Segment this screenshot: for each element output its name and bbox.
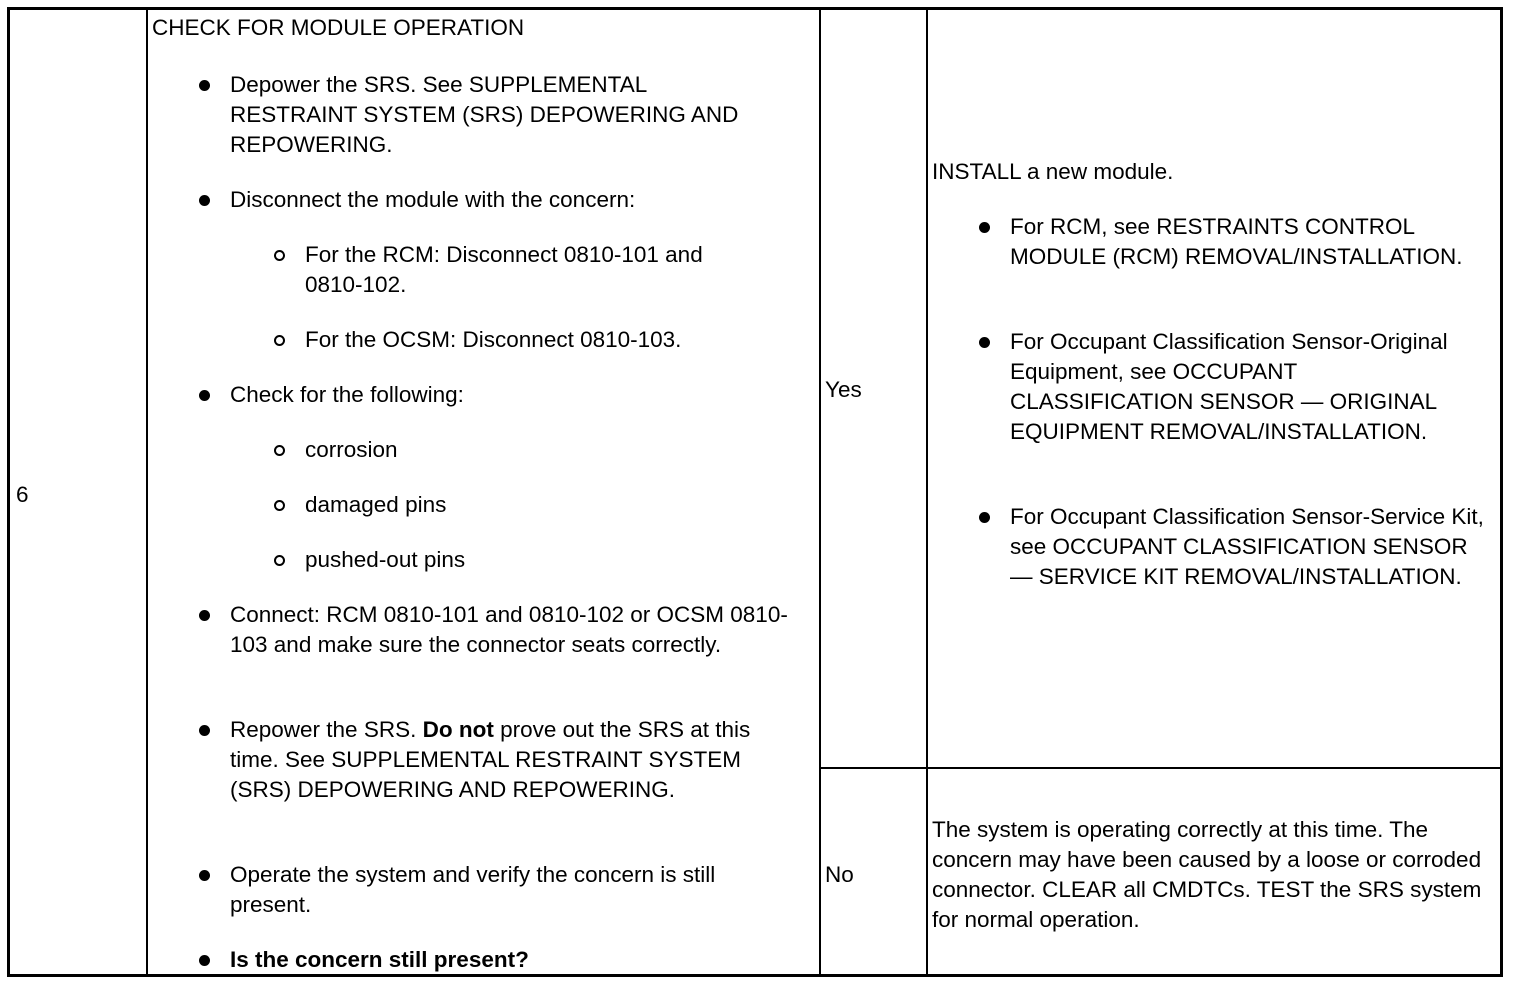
- action-sub-bullet: pushed-out pins: [305, 545, 765, 575]
- yes-bullet: For Occupant Classification Sensor-Original Equipment, see OCCUPANT CLASSIFICATION SENSOR — ORIGINAL EQUIPMENT REMOVAL/INSTALLATION.: [1010, 327, 1485, 447]
- action-bullet: Connect: RCM 0810-101 and 0810-102 or OCSM 0810-103 and make sure the connector seats correctly.: [230, 600, 790, 660]
- yes-intro: INSTALL a new module.: [932, 159, 1174, 184]
- yes-bullet: For Occupant Classification Sensor-Service Kit, see OCCUPANT CLASSIFICATION SENSOR — SERVICE KIT REMOVAL/INSTALLATION.: [1010, 502, 1485, 592]
- step-title: CHECK FOR MODULE OPERATION: [152, 15, 525, 40]
- action-sub-bullet: damaged pins: [305, 490, 765, 520]
- yes-bullet: For RCM, see RESTRAINTS CONTROL MODULE (RCM) REMOVAL/INSTALLATION.: [1010, 212, 1485, 272]
- action-bullet: Repower the SRS. Do not prove out the SRS at this time. See SUPPLEMENTAL RESTRAINT SYSTEM (SRS) DEPOWERING AND REPOWERING.: [230, 715, 770, 805]
- no-text: The system is operating correctly at this time. The concern may have been caused by a loose or corroded connector. CLEAR all CMDTCs. TEST the SRS system for normal operation.: [932, 817, 1482, 932]
- yes-label: Yes: [825, 377, 862, 402]
- action-bullet: Depower the SRS. See SUPPLEMENTAL RESTRAINT SYSTEM (SRS) DEPOWERING AND REPOWERING.: [230, 70, 770, 160]
- action-bullet: Operate the system and verify the concern is still present.: [230, 860, 790, 920]
- column-divider-1: [146, 10, 148, 974]
- no-label: No: [825, 862, 854, 887]
- column-divider-2: [819, 10, 821, 974]
- row-divider: [819, 767, 1500, 769]
- action-sub-bullet: corrosion: [305, 435, 765, 465]
- step-number: 6: [16, 482, 29, 507]
- diagnostic-table: [7, 7, 1503, 977]
- action-bullet: Check for the following:: [230, 380, 770, 410]
- column-divider-3: [926, 10, 928, 974]
- action-question: Is the concern still present?: [230, 945, 770, 975]
- action-bullet: Disconnect the module with the concern:: [230, 185, 770, 215]
- action-sub-bullet: For the OCSM: Disconnect 0810-103.: [305, 325, 765, 355]
- action-sub-bullet: For the RCM: Disconnect 0810-101 and 0810-102.: [305, 240, 765, 300]
